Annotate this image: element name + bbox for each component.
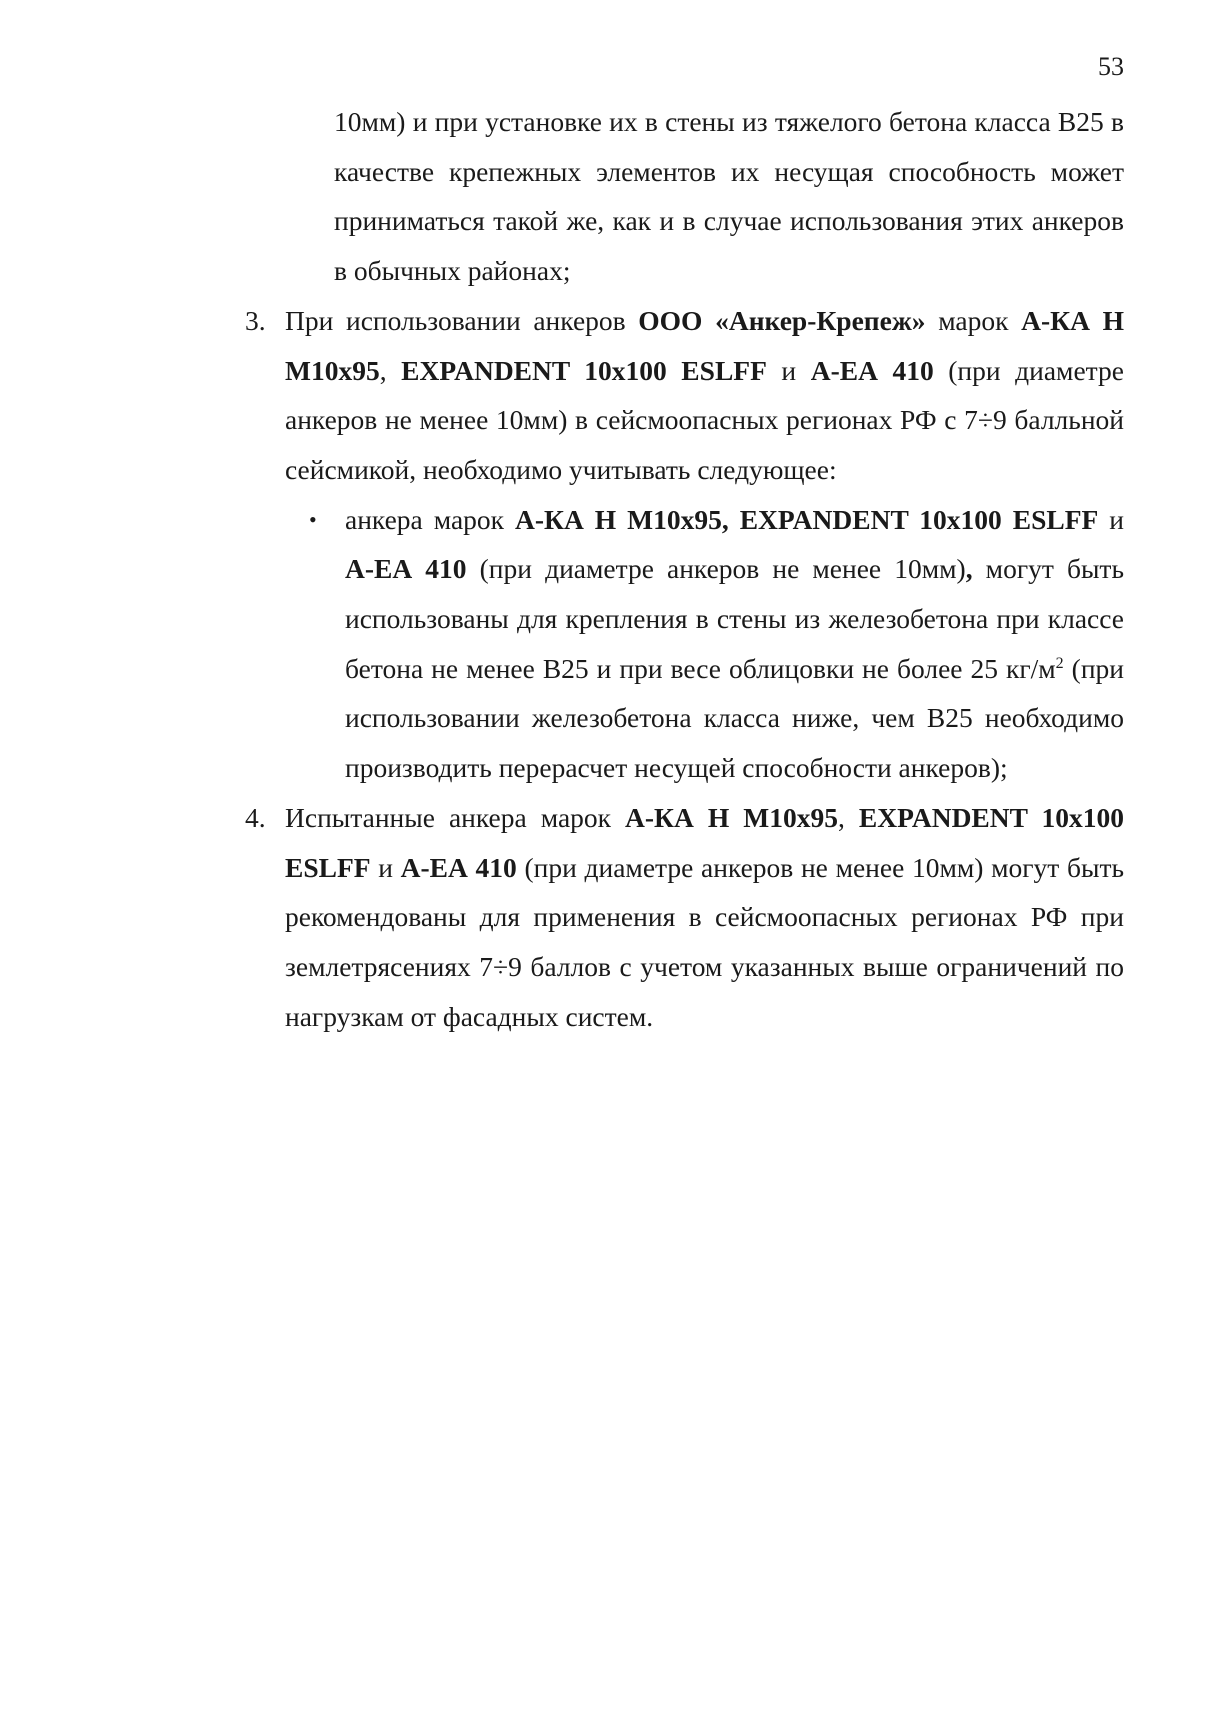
item3-text-5: (при диаметре анкеров не менее 10мм) в сейсмоопасных регионах РФ с 7÷9 балльной сейсмикой, необходимо учитывать следующее: [285,354,1124,485]
item3-anchor-model-1: А-КА Н М10х95 [285,304,1124,386]
item4-text-1: Испытанные анкера марок [285,801,626,833]
item3-text-2: марок [925,304,1022,336]
superscript-two: 2 [1055,654,1064,672]
item4-text-4: (при диаметре анкеров не менее 10мм) могут быть рекомендованы для применения в сейсмоопасных регионах РФ при землетрясениях 7÷9 баллов с учетом указанных выше ограничений по нагрузкам от фасадных систем. [285,851,1125,1032]
bullet-anchor-model-3: А-ЕА 410 [345,553,467,585]
item4-text-2: , [837,801,859,833]
bullet-bold-comma: , [965,553,973,585]
bullet-text-5: (при использовании железобетона класса ниже, чем В25 необходимо производить перерасчет несущей способности анкеров); [345,652,1125,784]
bullet-text-4: могут быть использованы для крепления в стены из железобетона при классе бетона не менее В25 и при весе облицовки не более 25 кг/м [345,553,1124,684]
continuation-text: 10мм) и при установке их в стены из тяжелого бетона класса В25 в качестве крепежных элементов их несущая способность может приниматься такой же, как и в случае использования этих анкеров в обычных районах; [334,106,1124,287]
bullet-text-1: анкера марок [345,503,515,535]
page-number: 53 [1098,52,1124,81]
list-number-3: 3. [245,304,266,336]
bullet-mark: • [309,506,317,532]
item4-text-3: и [370,851,401,883]
item3-text-4: и [766,354,811,386]
item3-company-name: ООО «Анкер-Крепеж» [638,304,926,336]
bullet-item [309,495,1125,793]
item4-anchor-model-2: EXPANDENT 10x100 ESLFF [285,801,1124,883]
list-item-4 [245,793,1125,1042]
item4-anchor-model-1: А-КА Н М10х95 [625,801,838,833]
document-body [0,97,1214,1041]
list-number-4: 4. [245,801,266,833]
item3-text-1: При использовании анкеров [285,304,639,336]
list-item-3 [245,296,1124,495]
item3-text-3: , [379,354,402,386]
bullet-text-2: и [1098,503,1125,535]
continuation-paragraph [334,97,1124,296]
bullet-text-3: (при диаметре анкеров не менее 10мм) [466,553,966,585]
item3-anchor-model-2: EXPANDENT 10x100 ESLFF [401,354,767,386]
item3-anchor-model-3: А-ЕА 410 [810,354,934,386]
bullet-anchor-models: А-КА Н М10х95, EXPANDENT 10x100 ESLFF [515,503,1099,535]
item4-anchor-model-3: А-ЕА 410 [400,851,517,883]
